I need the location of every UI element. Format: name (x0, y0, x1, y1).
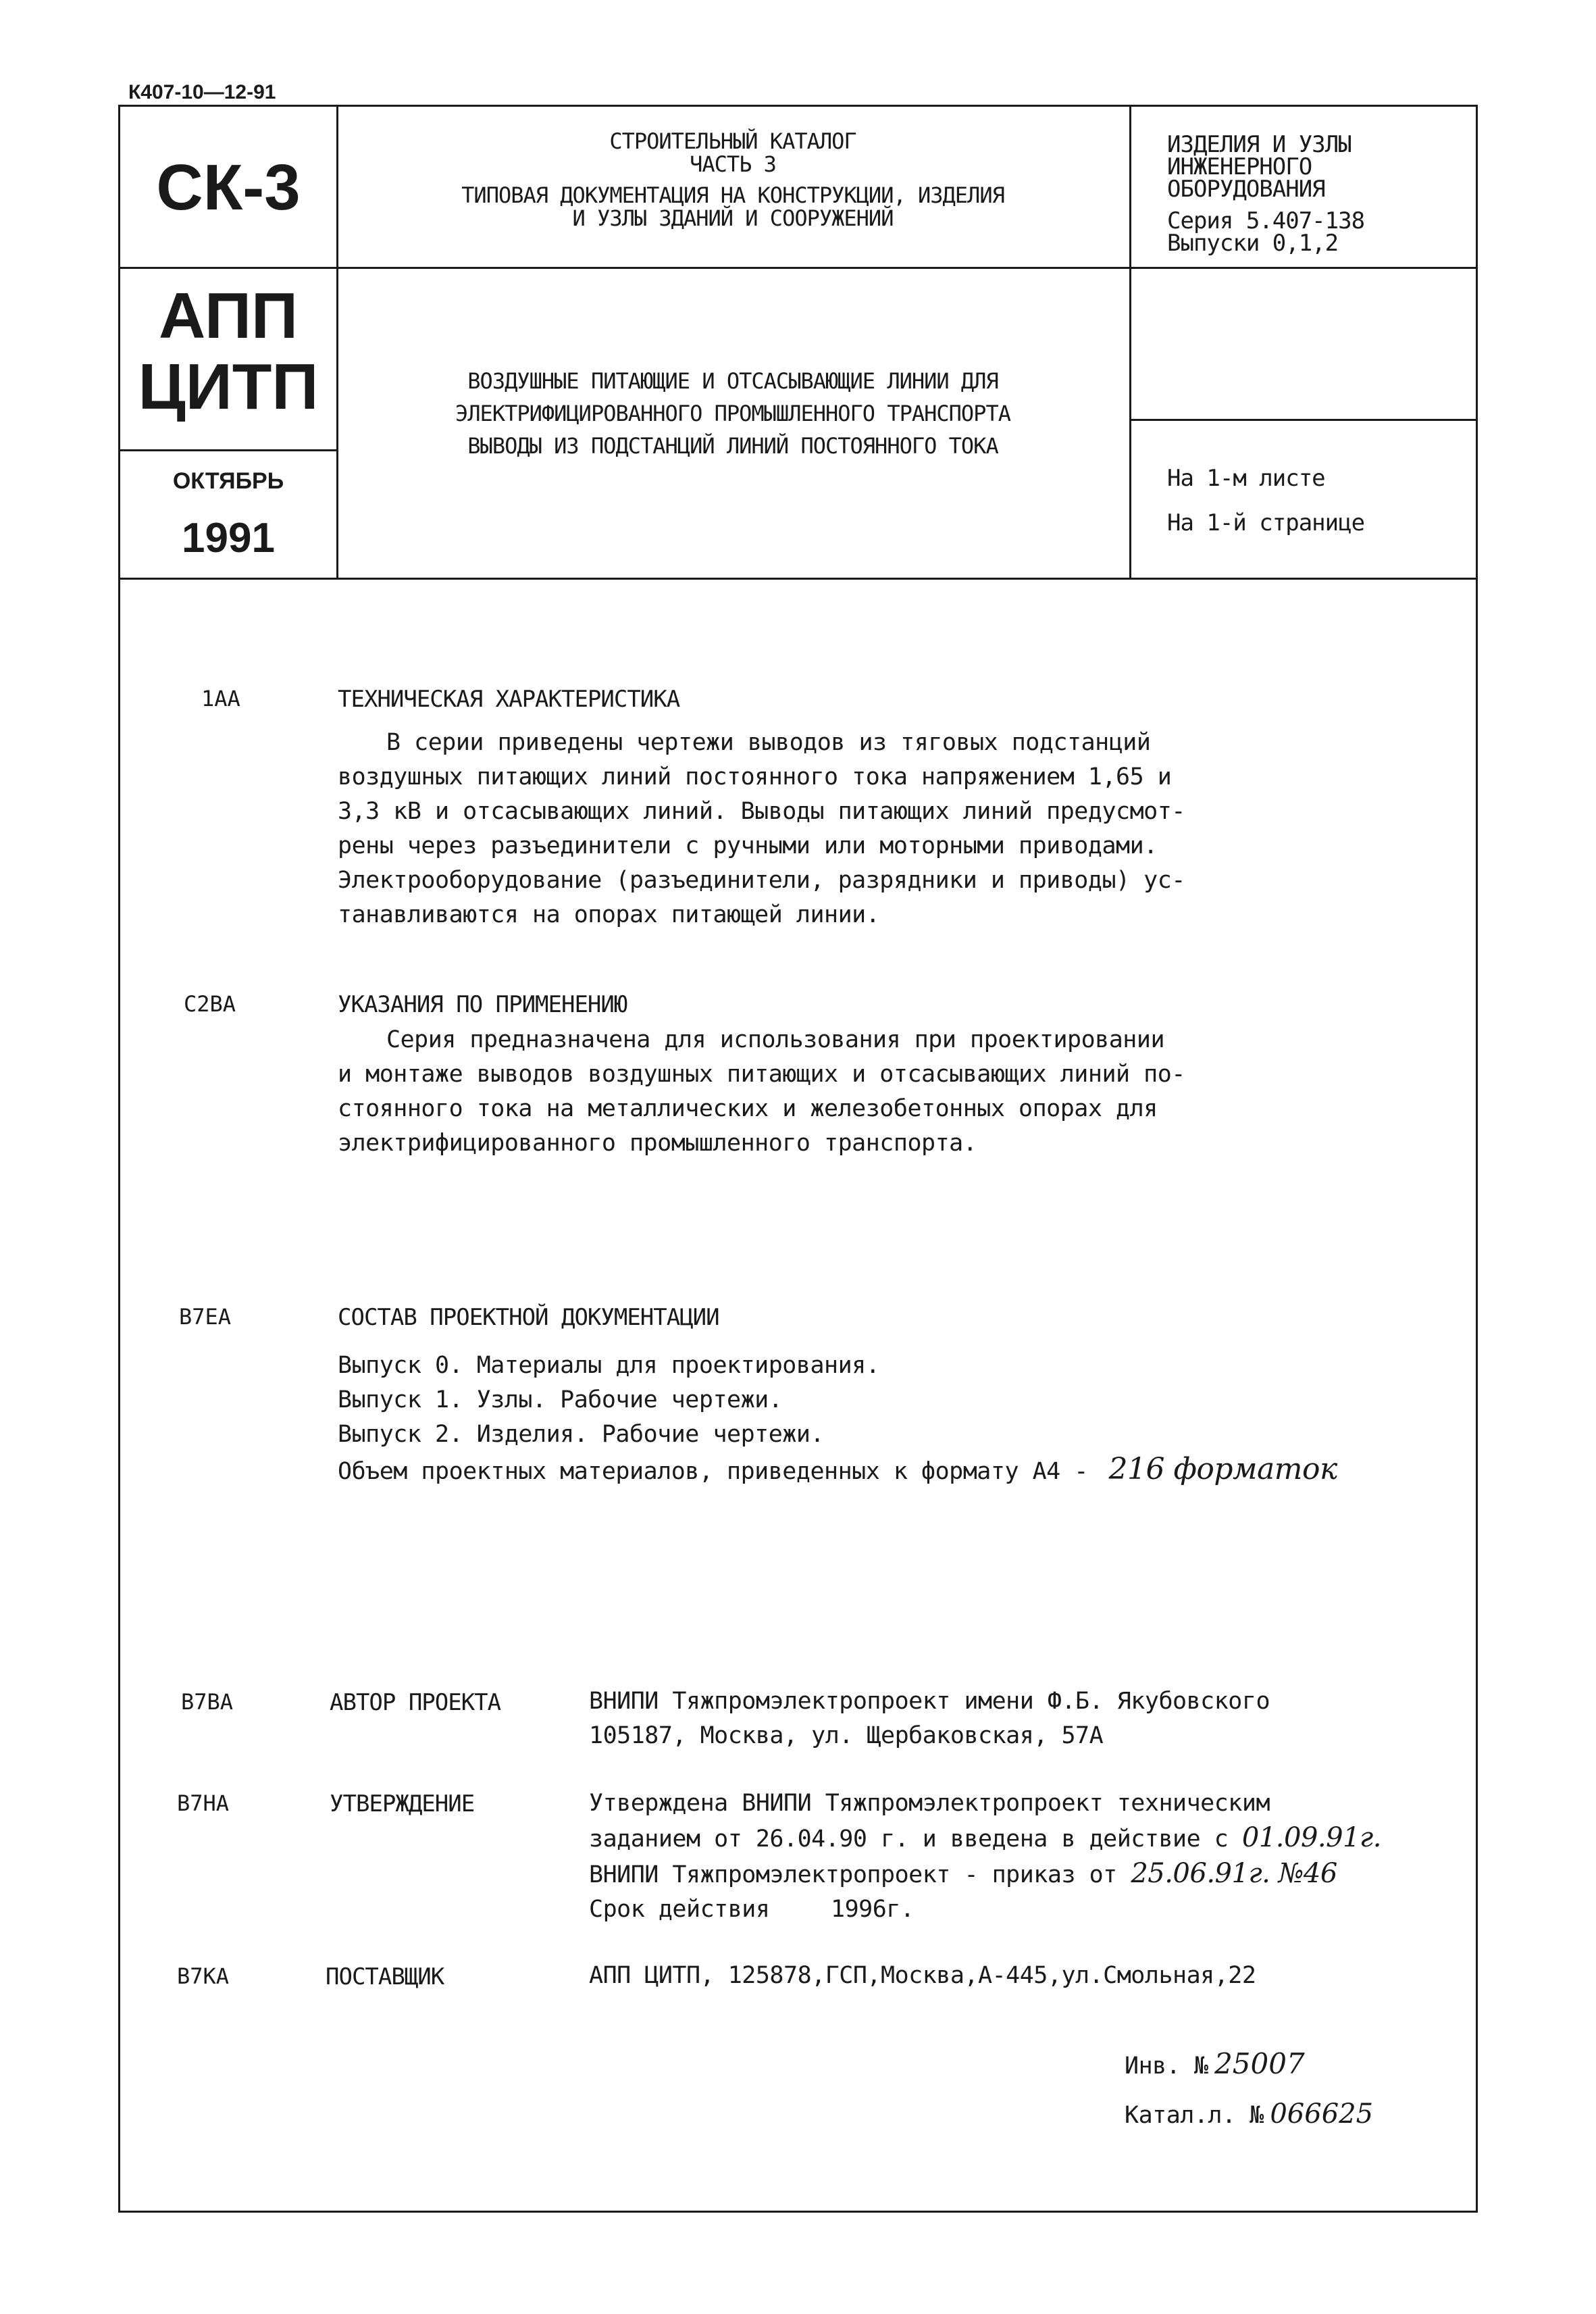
catalog-sheet-number-handwritten: 066625 (1270, 2098, 1374, 2130)
document-title-line: ВЫВОДЫ ИЗ ПОДСТАНЦИЙ ЛИНИЙ ПОСТОЯННОГО ТОКА (467, 433, 998, 459)
issue-year: 1991 (182, 515, 275, 561)
catalog-sheet-number (1125, 2098, 1373, 2133)
validity-label: Срок действия (589, 1896, 770, 1923)
left-column-rule-2 (118, 449, 338, 451)
section-body-line: рены через разъединители с ручными или моторными приводами. (338, 832, 1158, 859)
detail-code: В7КА (177, 1963, 230, 1989)
section-body-line: 3,3 кВ и отсасывающих линий. Выводы питающих линий предусмот- (338, 798, 1185, 825)
issue-month: ОКТЯБРЬ (172, 468, 284, 494)
publisher-line-2: ЦИТП (138, 351, 319, 423)
section-body-line: Выпуск 0. Материалы для проектирования. (338, 1352, 880, 1379)
detail-value-line: 105187, Москва, ул. Щербаковская, 57А (589, 1722, 1104, 1749)
header-right-divider (1129, 105, 1131, 578)
order-text: ВНИПИ Тяжпромэлектропроект - приказ от (589, 1861, 1117, 1888)
detail-value-line: АПП ЦИТП, 125878,ГСП,Москва,А-445,ул.Смольная,22 (589, 1962, 1256, 1989)
left-column-rule-1 (118, 267, 338, 269)
detail-label: УТВЕРЖДЕНИЕ (330, 1790, 475, 1817)
detail-code: В7ВА (181, 1689, 234, 1715)
approval-text: заданием от 26.04.90 г. и введена в действие с (589, 1826, 1229, 1853)
section-body (338, 1023, 1418, 1161)
section-title: ТЕХНИЧЕСКАЯ ХАРАКТЕРИСТИКА (338, 686, 680, 713)
inventory-number (1125, 2047, 1305, 2084)
catalog-code: СК-3 (156, 151, 301, 224)
document-code: К407-10—12-91 (128, 81, 276, 103)
section-body (338, 726, 1418, 932)
detail-value (589, 1959, 1460, 1993)
section-info (1167, 131, 1471, 257)
section-info-line: Серия 5.407-138 (1167, 207, 1365, 234)
catalog-sheet-label: Катал.л. № (1125, 2102, 1264, 2129)
section-info-line: ИЗДЕЛИЯ И УЗЛЫ (1167, 131, 1352, 158)
detail-label: ПОСТАВЩИК (326, 1963, 444, 1990)
inventory-label: Инв. № (1125, 2053, 1208, 2080)
sheet-info-line: На 1-м листе (1167, 465, 1325, 492)
detail-value (589, 1684, 1453, 1753)
detail-value-line: ВНИПИ Тяжпромэлектропроект имени Ф.Б. Якубовского (589, 1688, 1270, 1715)
section-body-line: танавливаются на опорах питающей линии. (338, 901, 880, 928)
section-body-line: Электрооборудование (разъединители, разрядники и приводы) ус- (338, 867, 1185, 894)
inventory-number-handwritten: 25007 (1214, 2047, 1305, 2080)
header-left-divider (336, 105, 338, 578)
section-body-line: электрифицированного промышленного транспорта. (338, 1130, 977, 1157)
catalog-title-line: СТРОИТЕЛЬНЫЙ КАТАЛОГ (609, 128, 856, 154)
header-middle-rule (336, 267, 1478, 269)
section-info-line: ИНЖЕНЕРНОГО (1167, 153, 1312, 180)
catalog-title-line: ЧАСТЬ 3 (690, 151, 776, 177)
order-handwritten: 25.06.91г. №46 (1131, 1858, 1337, 1889)
sheet-info (1167, 456, 1471, 545)
section-body-line: Серия предназначена для использования при проектировании (386, 1026, 1165, 1053)
section-body-line: воздушных питающих линий постоянного тока напряжением 1,65 и (338, 763, 1172, 790)
section-body (338, 1349, 1452, 1489)
section-body-line: Выпуск 1. Узлы. Рабочие чертежи. (338, 1386, 783, 1413)
detail-value-line (589, 1892, 1460, 1927)
approval-date-handwritten: 01.09.91г. (1241, 1822, 1381, 1853)
detail-label: АВТОР ПРОЕКТА (330, 1689, 501, 1716)
section-code: 1АА (201, 686, 240, 711)
header-bottom-rule (118, 578, 1478, 580)
section-info-line: ОБОРУДОВАНИЯ (1167, 176, 1325, 203)
document-title-line: ЭЛЕКТРИФИЦИРОВАННОГО ПРОМЫШЛЕННОГО ТРАНСПОРТА (455, 401, 1010, 426)
section-title: СОСТАВ ПРОЕКТНОЙ ДОКУМЕНТАЦИИ (338, 1304, 719, 1331)
volume-text: Объем проектных материалов, приведенных к формату А4 - (338, 1458, 1088, 1485)
sheet-info-line: На 1-й странице (1167, 509, 1365, 536)
document-title-line: ВОЗДУШНЫЕ ПИТАЮЩИЕ И ОТСАСЫВАЮЩИЕ ЛИНИИ ДЛЯ (467, 368, 998, 394)
detail-value-line (589, 1857, 1460, 1892)
validity-value: 1996г. (831, 1896, 915, 1923)
section-code: С2ВА (184, 991, 236, 1017)
section-body-line: В серии приведены чертежи выводов из тяговых подстанций (386, 729, 1151, 756)
detail-value-line: Утверждена ВНИПИ Тяжпромэлектропроект техническим (589, 1790, 1270, 1817)
catalog-title-line: И УЗЛЫ ЗДАНИЙ И СООРУЖЕНИЙ (572, 205, 894, 231)
catalog-title (351, 130, 1114, 230)
volume-line (338, 1452, 1452, 1489)
detail-code: В7НА (177, 1790, 230, 1816)
publisher-line-1: АПП (158, 280, 299, 352)
section-title: УКАЗАНИЯ ПО ПРИМЕНЕНИЮ (338, 991, 627, 1018)
detail-value-line (589, 1821, 1460, 1857)
catalog-title-line: ТИПОВАЯ ДОКУМЕНТАЦИЯ НА КОНСТРУКЦИИ, ИЗДЕЛИЯ (461, 182, 1004, 208)
right-column-rule (1129, 419, 1478, 421)
section-body-line: Выпуск 2. Изделия. Рабочие чертежи. (338, 1421, 825, 1448)
detail-value (589, 1786, 1460, 1927)
section-body-line: стоянного тока на металлических и железобетонных опорах для (338, 1095, 1158, 1122)
section-body-line: и монтаже выводов воздушных питающих и отсасывающих линий по- (338, 1061, 1185, 1088)
volume-handwritten: 216 форматок (1108, 1452, 1337, 1486)
document-title (351, 365, 1114, 462)
section-code: В7ЕА (179, 1304, 232, 1330)
section-info-line: Выпуски 0,1,2 (1167, 230, 1339, 257)
